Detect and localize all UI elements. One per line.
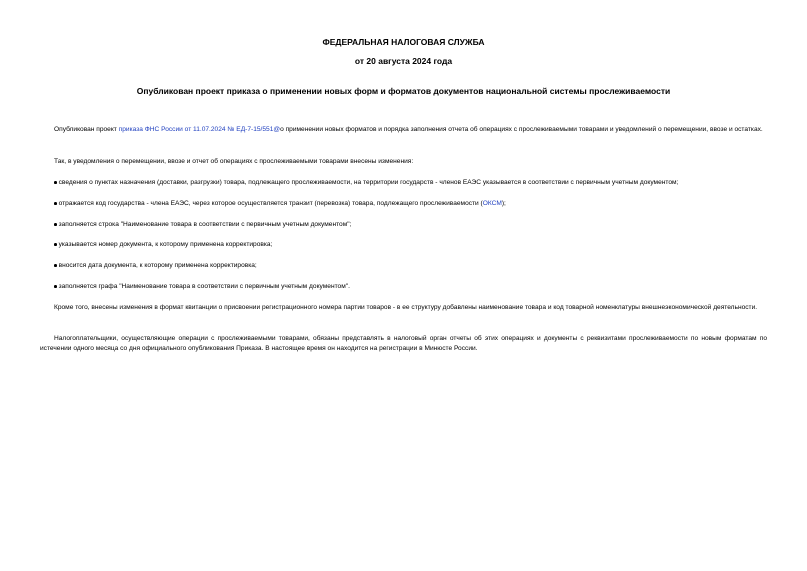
bullet-dot-icon — [54, 243, 57, 246]
paragraph-intro-prefix: Опубликован проект — [54, 126, 119, 133]
list-item — [54, 261, 767, 271]
list-item — [54, 220, 767, 230]
list-item — [54, 199, 767, 209]
order-link[interactable]: приказа ФНС России от 11.07.2024 № ЕД-7-15/551@ — [118, 126, 281, 133]
document-title: Опубликован проект приказа о применении новых форм и форматов документов национальной системы прослеживаемости — [136, 86, 671, 96]
list-item-text: заполняется строка "Наименование товара в соответствии с первичным учетным документом"; — [58, 221, 352, 228]
oksm-link[interactable]: ОКСМ — [482, 200, 502, 207]
list-item-text: вносится дата документа, к которому применена корректировка; — [58, 262, 257, 269]
paragraph-changes-intro: Так, в уведомления о перемещении, ввозе и отчет об операциях с прослеживаемыми товарами внесены изменения: — [54, 158, 414, 165]
paragraph-receipt-format: Кроме того, внесены изменения в формат квитанции о присвоении регистрационного номера партии товаров - в ее структуру добавлены наименование товара и код товарной номенклатуры внешнеэкономической деятельности. — [54, 304, 758, 311]
publication-date: от 20 августа 2024 года — [354, 56, 453, 66]
org-name: ФЕДЕРАЛЬНАЯ НАЛОГОВАЯ СЛУЖБА — [322, 37, 485, 47]
bullet-dot-icon — [54, 202, 57, 205]
bullet-dot-icon — [54, 181, 57, 184]
bullet-dot-icon — [54, 264, 57, 267]
list-item — [54, 178, 767, 188]
paragraph-intro — [40, 125, 767, 135]
list-item-text-suffix: ); — [501, 200, 506, 207]
bullet-dot-icon — [54, 285, 57, 288]
list-item-text: сведения о пунктах назначения (доставки, разгрузки) товара, подлежащего прослеживаемости, на территории государств - членов ЕАЭС указывается в соответствии с первичным учетным документом; — [58, 179, 679, 186]
list-item-text: заполняется графа "Наименование товара в соответствии с первичным учетным документом". — [58, 283, 350, 290]
paragraph-taxpayers: Налогоплательщики, осуществляющие операции с прослеживаемыми товарами, обязаны представлять в налоговый орган отчеты об этих операциях и документы с реквизитами прослеживаемости по новым форматам по истечении одного месяца со дня официального опубликования Приказа. В настоящее время он находится на регистрации в Минюсте России. — [40, 335, 767, 352]
list-item-text: указывается номер документа, к которому применена корректировка; — [58, 241, 273, 248]
list-item-text-prefix: отражается код государства - члена ЕАЭС, через которое осуществляется транзит (перевозка) товара, подлежащего прослеживаемости ( — [58, 200, 483, 207]
list-item — [54, 282, 767, 292]
list-item — [54, 240, 767, 250]
bullet-dot-icon — [54, 223, 57, 226]
paragraph-intro-suffix: о применении новых форматов и порядка заполнения отчета об операциях с прослеживаемыми товарами и уведомлений о перемещении, ввозе и остатках. — [280, 126, 763, 133]
